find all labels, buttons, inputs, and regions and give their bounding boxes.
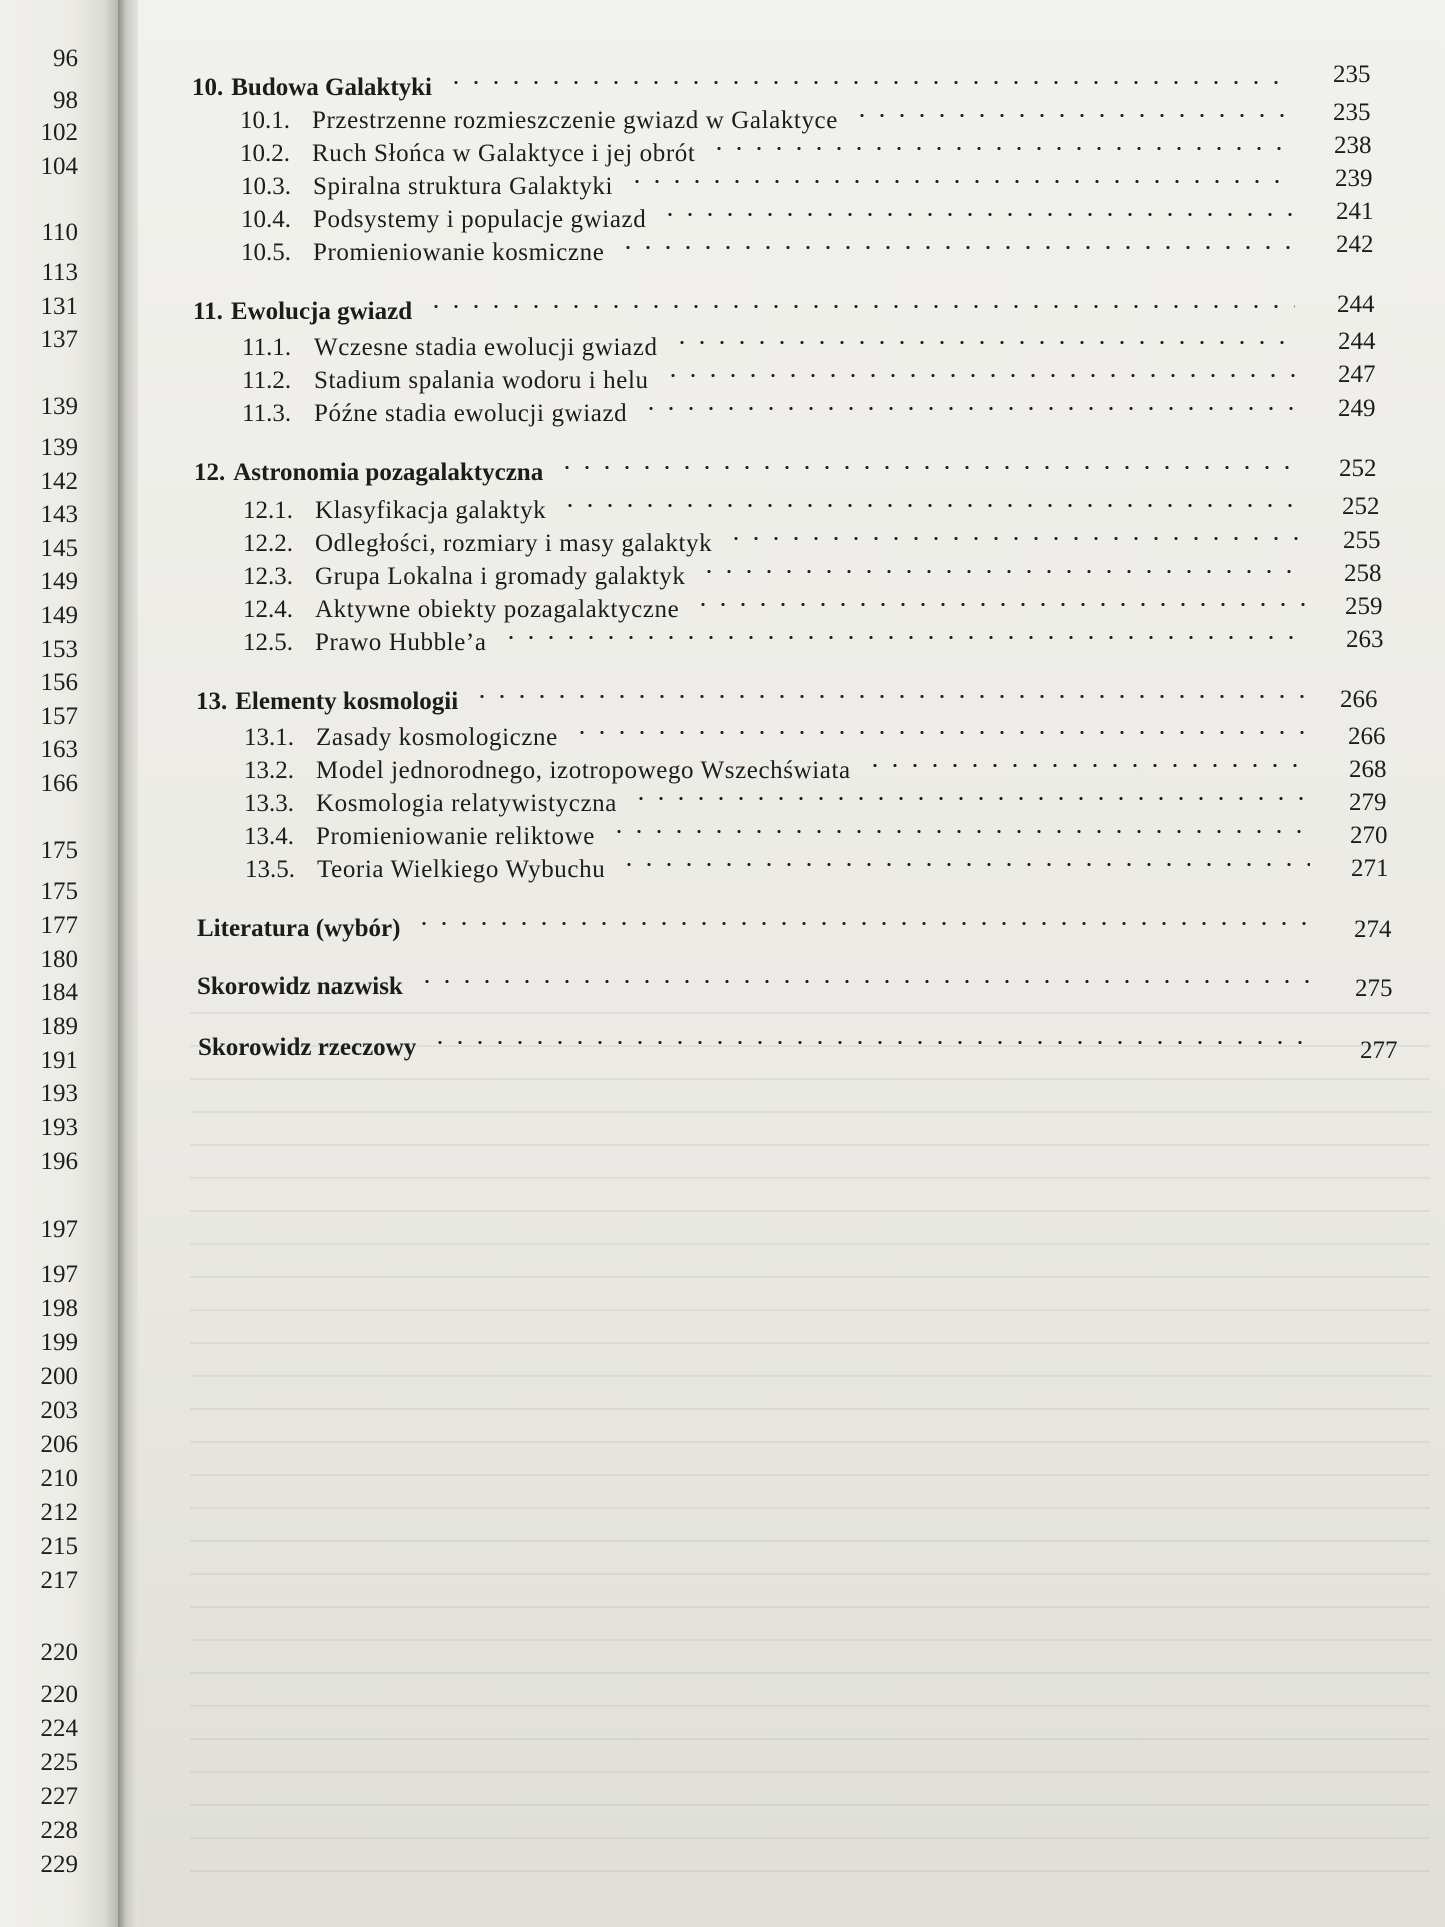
- left-page-number: 217: [40, 1567, 78, 1594]
- toc-entry-label: Teoria Wielkiego Wybuchu: [317, 856, 606, 883]
- toc-page-number: 238: [1334, 132, 1372, 159]
- toc-entry-number: 12.2.: [243, 530, 293, 557]
- toc-page-number: 266: [1348, 723, 1386, 750]
- left-page-number: 102: [40, 119, 78, 146]
- toc-entry-label: Promieniowanie kosmiczne: [313, 239, 605, 266]
- toc-entry-number: 13.3.: [244, 790, 294, 817]
- left-page-number: 193: [40, 1080, 78, 1107]
- toc-entry-title: [196, 685, 458, 719]
- toc-entry-number: 11.1.: [242, 334, 292, 361]
- toc-entry-number: 11.: [193, 298, 223, 325]
- toc-leader-dots: [709, 147, 1295, 150]
- toc-leader-dots: [852, 114, 1295, 117]
- toc-page-number: 277: [1360, 1037, 1398, 1064]
- toc-entry-title: [243, 626, 487, 660]
- left-page-number: 149: [40, 602, 78, 629]
- left-page-number: 191: [40, 1047, 78, 1074]
- toc-entry-label: Kosmologia relatywistyczna: [316, 790, 617, 817]
- toc-entry-number: 10.1.: [240, 107, 290, 134]
- toc-entry-title: [244, 820, 595, 854]
- toc-entry-label: Skorowidz rzeczowy: [198, 1034, 417, 1061]
- toc-section-entry: [0, 593, 1445, 627]
- toc-section-entry: [0, 721, 1445, 755]
- toc-entry-label: Promieniowanie reliktowe: [316, 823, 595, 850]
- left-page-number: 215: [40, 1533, 78, 1560]
- left-page-number: 198: [40, 1295, 78, 1322]
- toc-entry-number: 10.4.: [241, 206, 291, 233]
- toc-entry-title: [243, 494, 546, 528]
- left-page-number: 104: [40, 153, 78, 180]
- left-page-number: 175: [40, 878, 78, 905]
- toc-page-number: 279: [1349, 789, 1387, 816]
- toc-entry-title: [242, 331, 658, 365]
- toc-page-number: 275: [1355, 975, 1393, 1002]
- left-page-number: 229: [40, 1851, 78, 1878]
- toc-entry-title: [243, 593, 679, 627]
- left-page-number: 153: [40, 636, 78, 663]
- toc-section-entry: [0, 787, 1445, 821]
- toc-entry-number: 11.3.: [242, 400, 292, 427]
- toc-entry-number: 12.4.: [243, 596, 293, 623]
- toc-entry-number: 12.3.: [243, 563, 293, 590]
- toc-chapter-entry: [0, 456, 1445, 490]
- toc-page-number: 258: [1344, 560, 1382, 587]
- toc-entry-title: [198, 1031, 416, 1065]
- toc-section-entry: [0, 820, 1445, 854]
- toc-entry-title: [194, 456, 543, 490]
- toc-entry-title: [244, 754, 851, 788]
- left-page-number: 142: [40, 468, 78, 495]
- toc-page-number: 249: [1338, 395, 1376, 422]
- left-page-number: 220: [40, 1681, 78, 1708]
- toc-page-number: 259: [1345, 593, 1383, 620]
- toc-chapter-entry: [0, 71, 1445, 105]
- toc-leader-dots: [414, 922, 1310, 925]
- toc-entry-label: Ruch Słońca w Galaktyce i jej obrót: [312, 140, 696, 167]
- left-page-number: 96: [53, 45, 78, 72]
- toc-entry-title: [241, 170, 613, 204]
- toc-entry-number: 12.1.: [243, 497, 293, 524]
- left-page-number: 197: [40, 1261, 78, 1288]
- left-page-number: 145: [40, 535, 78, 562]
- toc-entry-title: [197, 912, 400, 946]
- left-page-number: 224: [40, 1715, 78, 1742]
- left-page-number: 137: [40, 326, 78, 353]
- left-page-number: 220: [40, 1639, 78, 1666]
- toc-leader-dots: [663, 374, 1300, 377]
- left-page-number: 227: [40, 1783, 78, 1810]
- toc-entry-label: Późne stadia ewolucji gwiazd: [314, 400, 628, 427]
- left-page-number: 200: [40, 1363, 78, 1390]
- toc-page-number: 239: [1335, 165, 1373, 192]
- toc-section-entry: [0, 754, 1445, 788]
- toc-leader-dots: [609, 830, 1310, 833]
- toc-section-entry: [0, 203, 1445, 237]
- left-page-number: 189: [40, 1013, 78, 1040]
- left-page-number: 156: [40, 669, 78, 696]
- left-page-number: 180: [40, 946, 78, 973]
- toc-entry-number: 13.: [196, 688, 228, 715]
- toc-entry-number: 12.5.: [243, 629, 293, 656]
- toc-page-number: 244: [1338, 328, 1376, 355]
- toc-entry-title: [192, 71, 432, 105]
- left-page-number: 143: [40, 501, 78, 528]
- toc-entry-number: 10.: [192, 74, 224, 101]
- toc-section-entry: [0, 137, 1445, 171]
- toc-entry-label: Klasyfikacja galaktyk: [315, 497, 547, 524]
- toc-leader-dots: [693, 603, 1305, 606]
- toc-page-number: 266: [1340, 686, 1378, 713]
- left-page-number: 98: [53, 87, 78, 114]
- left-page-number: 175: [40, 837, 78, 864]
- toc-entry-number: 10.5.: [241, 239, 291, 266]
- toc-page-number: 252: [1342, 493, 1380, 520]
- toc-section-entry: [0, 560, 1445, 594]
- left-page-number: 166: [40, 770, 78, 797]
- right-page: [138, 0, 1445, 1927]
- left-page-number: 177: [40, 912, 78, 939]
- toc-page-number: 244: [1337, 291, 1375, 318]
- toc-entry-label: Model jednorodnego, izotropowego Wszechświata: [316, 757, 851, 784]
- toc-section-entry: [0, 331, 1445, 365]
- toc-page-number: 274: [1354, 916, 1392, 943]
- toc-section-entry: [0, 170, 1445, 204]
- toc-entry-number: 13.2.: [244, 757, 294, 784]
- toc-entry-title: [240, 137, 695, 171]
- toc-page-number: 268: [1349, 756, 1387, 783]
- book-gutter: [118, 0, 138, 1927]
- toc-page-number: 252: [1339, 455, 1377, 482]
- toc-page-number: 270: [1350, 822, 1388, 849]
- toc-page-number: 235: [1333, 99, 1371, 126]
- toc-page-number: 247: [1338, 361, 1376, 388]
- toc-entry-label: Budowa Galaktyki: [231, 74, 433, 101]
- toc-page-number: 241: [1336, 198, 1374, 225]
- toc-page-number: 255: [1343, 527, 1381, 554]
- toc-leader-dots: [865, 764, 1310, 767]
- toc-entry-title: [193, 295, 412, 329]
- toc-page-number: 235: [1333, 61, 1371, 88]
- toc-section-entry: [0, 364, 1445, 398]
- toc-leader-dots: [557, 466, 1300, 469]
- toc-entry-title: [243, 527, 712, 561]
- toc-leader-dots: [446, 81, 1290, 84]
- toc-entry-number: 10.2.: [240, 140, 290, 167]
- toc-entry-label: Podsystemy i populacje gwiazd: [313, 206, 647, 233]
- toc-leader-dots: [430, 1041, 1318, 1044]
- toc-leader-dots: [501, 636, 1305, 639]
- toc-leader-dots: [699, 570, 1305, 573]
- toc-leader-dots: [672, 341, 1300, 344]
- left-page-number: 228: [40, 1817, 78, 1844]
- toc-chapter-entry: [0, 912, 1445, 946]
- toc-entry-label: Aktywne obiekty pozagalaktyczne: [315, 596, 680, 623]
- toc-entry-label: Odległości, rozmiary i masy galaktyk: [315, 530, 713, 557]
- toc-entry-title: [245, 853, 605, 887]
- toc-page-number: 242: [1336, 231, 1374, 258]
- toc-entry-title: [244, 787, 617, 821]
- toc-leader-dots: [472, 695, 1305, 698]
- left-page-number: 184: [40, 979, 78, 1006]
- toc-entry-title: [243, 560, 685, 594]
- toc-chapter-entry: [0, 295, 1445, 329]
- toc-leader-dots: [631, 797, 1310, 800]
- toc-entry-label: Wczesne stadia ewolucji gwiazd: [314, 334, 658, 361]
- toc-chapter-entry: [0, 1031, 1445, 1065]
- toc-section-entry: [0, 494, 1445, 528]
- toc-entry-label: Astronomia pozagalaktyczna: [233, 459, 544, 486]
- left-page-number: 212: [40, 1499, 78, 1526]
- toc-entry-title: [197, 970, 403, 1004]
- toc-leader-dots: [618, 246, 1295, 249]
- toc-entry-title: [242, 364, 649, 398]
- toc-leader-dots: [417, 980, 1315, 983]
- toc-entry-title: [240, 104, 838, 138]
- toc-section-entry: [0, 527, 1445, 561]
- left-page-number: 149: [40, 568, 78, 595]
- left-page-number: 157: [40, 703, 78, 730]
- left-page-number: 210: [40, 1465, 78, 1492]
- toc-section-entry: [0, 397, 1445, 431]
- toc-section-entry: [0, 853, 1445, 887]
- left-page-number: 196: [40, 1148, 78, 1175]
- toc-chapter-entry: [0, 685, 1445, 719]
- left-page-number: 113: [41, 259, 78, 286]
- toc-entry-number: 13.4.: [244, 823, 294, 850]
- toc-page-number: 263: [1346, 626, 1384, 653]
- toc-leader-dots: [627, 180, 1295, 183]
- toc-entry-title: [241, 236, 604, 270]
- left-page-number: 203: [40, 1397, 78, 1424]
- toc-section-entry: [0, 104, 1445, 138]
- toc-leader-dots: [726, 537, 1305, 540]
- toc-leader-dots: [560, 504, 1305, 507]
- toc-section-entry: [0, 236, 1445, 270]
- toc-entry-label: Elementy kosmologii: [235, 688, 459, 715]
- left-page-number: 139: [40, 393, 78, 420]
- toc-entry-number: 12.: [194, 459, 226, 486]
- left-page-number: 193: [40, 1114, 78, 1141]
- left-page-number: 199: [40, 1329, 78, 1356]
- toc-entry-title: [241, 203, 646, 237]
- toc-page-number: 271: [1351, 855, 1389, 882]
- toc-chapter-entry: [0, 970, 1445, 1004]
- toc-entry-number: 10.3.: [241, 173, 291, 200]
- toc-entry-title: [242, 397, 627, 431]
- toc-entry-label: Literatura (wybór): [197, 915, 401, 942]
- left-page-number: 139: [40, 434, 78, 461]
- left-page-number: 163: [40, 736, 78, 763]
- toc-entry-label: Skorowidz nazwisk: [197, 973, 403, 1000]
- left-page-number: 197: [40, 1216, 78, 1243]
- toc-entry-label: Przestrzenne rozmieszczenie gwiazd w Galaktyce: [312, 107, 838, 134]
- toc-leader-dots: [660, 213, 1295, 216]
- left-page-number: 225: [40, 1749, 78, 1776]
- toc-entry-title: [244, 721, 558, 755]
- toc-leader-dots: [619, 863, 1310, 866]
- toc-leader-dots: [572, 731, 1310, 734]
- toc-section-entry: [0, 626, 1445, 660]
- toc-entry-number: 13.5.: [245, 856, 295, 883]
- toc-entry-number: 11.2.: [242, 367, 292, 394]
- toc-entry-label: Ewolucja gwiazd: [230, 298, 413, 325]
- left-page-number: 110: [41, 219, 78, 246]
- toc-entry-label: Zasady kosmologiczne: [316, 724, 558, 751]
- left-page-number: 206: [40, 1431, 78, 1458]
- toc-entry-label: Grupa Lokalna i gromady galaktyk: [315, 563, 686, 590]
- toc-leader-dots: [426, 305, 1295, 308]
- left-page-number: 131: [40, 293, 78, 320]
- toc-entry-label: Spiralna struktura Galaktyki: [313, 173, 614, 200]
- toc-leader-dots: [641, 407, 1300, 410]
- toc-entry-label: Stadium spalania wodoru i helu: [314, 367, 649, 394]
- toc-entry-number: 13.1.: [244, 724, 294, 751]
- toc-entry-label: Prawo Hubble’a: [315, 629, 487, 656]
